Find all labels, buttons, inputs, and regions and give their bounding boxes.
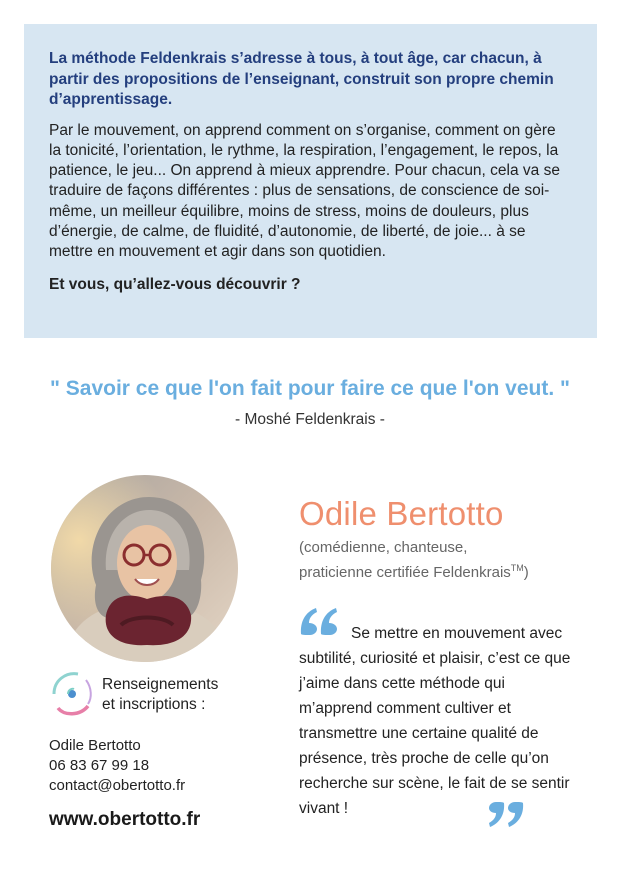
close-quote-icon	[488, 801, 524, 829]
trademark: TM	[510, 563, 524, 573]
intro-body: Par le mouvement, on apprend comment on s’organise, comment on gère la tonicité, l’orientation, le rythme, la respiration, l’engagement, le repos, la patience, le jeu... On apprend à mieux apprendre. Pour chacun, cela va se traduire de façons différentes : plus de sensations, de conscience de soi-même, un meilleur équilibre, moins de stress, moins de douleurs, plus d’énergie, de calme, de fluidité, d’autonomie, de liberté, de joie... à se mettre en mouvement et agir dans son quotidien.	[49, 121, 560, 261]
feldenkrais-quote: " Savoir ce que l'on fait pour faire ce que l'on veut. "	[49, 377, 570, 400]
profile-name: Odile Bertotto	[299, 495, 504, 532]
website-link[interactable]: www.obertotto.fr	[49, 809, 201, 830]
testimony: Se mettre en mouvement avec subtilité, curiosité et plaisir, c’est ce que j’aime dans cette méthode qui m’apprend comment cultiver et transmettre une certaine qualité de présence, très proche de celle qu’on recherche sur scène, le fait de se sentir vivant !	[299, 625, 571, 817]
portrait-photo	[51, 475, 238, 662]
contact-heading-line-1: Renseignements	[102, 676, 219, 693]
intro-question: Et vous, qu’allez-vous découvrir ?	[49, 275, 301, 293]
contact-email[interactable]: contact@obertotto.fr	[49, 777, 186, 794]
contact-heading-line-2: et inscriptions :	[102, 696, 206, 713]
contact-name: Odile Bertotto	[49, 737, 141, 754]
profile-role	[299, 538, 529, 583]
contact-logo-icon	[50, 670, 94, 718]
contact-heading	[102, 675, 218, 715]
contact-details	[49, 736, 185, 796]
intro-lead: La méthode Feldenkrais s’adresse à tous, à tout âge, car chacun, à partir des propositions de l’enseignant, construit son propre chemin d’apprentissage.	[49, 50, 554, 108]
role-line-2-end: )	[523, 564, 529, 581]
intro-box	[24, 24, 597, 338]
portrait-illustration	[51, 475, 238, 662]
contact-phone[interactable]: 06 83 67 99 18	[49, 757, 150, 774]
role-line-2: praticienne certifiée Feldenkrais	[299, 564, 511, 581]
quote-author: - Moshé Feldenkrais -	[235, 411, 385, 428]
role-line-1: (comédienne, chanteuse,	[299, 539, 468, 556]
